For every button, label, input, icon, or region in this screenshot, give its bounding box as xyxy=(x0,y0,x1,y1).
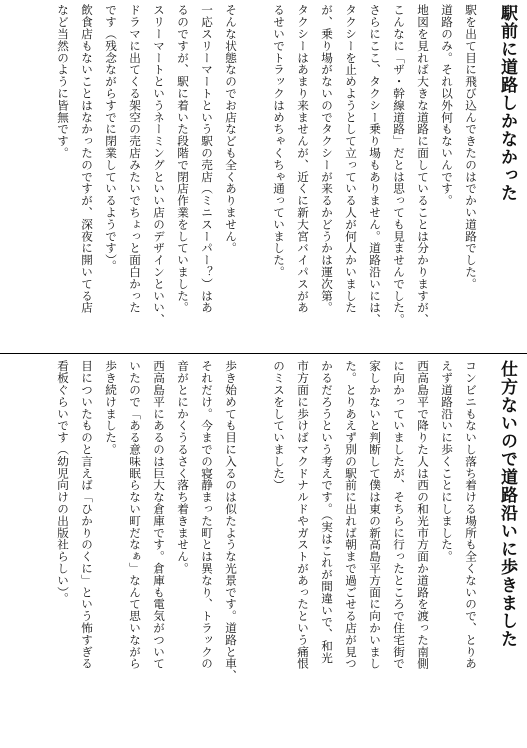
text-line: さらにここ、タクシー乗り場もありません。道路沿いには、 xyxy=(368,4,382,326)
text-line: ドラマに出てくる架空の売店みたいでちょっと面白かった xyxy=(128,4,142,314)
text-line: スリーマートというネーミングといい店のデザインといい、 xyxy=(152,4,166,326)
text-line: かるだろうという考えです。（実はこれが間違いで、和光 xyxy=(320,360,334,664)
text-line: など当然のように皆無です。 xyxy=(56,4,70,159)
text-line: るせいでトラックはめちゃくちゃ通っていました。 xyxy=(272,4,286,278)
text-line: 道路のみ。それ以外何もないんです。 xyxy=(440,4,454,207)
section-walk-along-road xyxy=(0,356,527,748)
text-line: 市方面に歩けばマクドナルドやガストがあったという痛恨 xyxy=(296,360,310,670)
section-station-front xyxy=(0,0,527,352)
paragraph xyxy=(51,4,243,352)
text-line: のミスをしていました） xyxy=(272,360,286,491)
text-line: 飲食店もないことはなかったのですが、深夜に開いてる店 xyxy=(80,4,94,314)
text-line: タクシーはあまり来ませんが、近くに新大宮バイパスがあ xyxy=(296,4,310,314)
section-heading: 仕方ないので道路沿いに歩きました xyxy=(497,360,517,648)
text-line: それだけ。今までの寝静まった町とは異なり、トラックの xyxy=(200,360,214,670)
text-line: タクシーを止めようとして立っている人が何人かいました xyxy=(344,4,358,314)
paragraph xyxy=(51,360,243,748)
text-line: そんな状態なのでお店なども全くありません。 xyxy=(224,4,238,254)
text-line: 地図を見れば大きな道路に面していることは分かりますが、 xyxy=(416,4,430,326)
text-line: 歩き続けました。 xyxy=(104,360,118,456)
text-line: 一応スリーマートという駅の売店（ミニスーパー？）はあ xyxy=(200,4,214,314)
section-heading: 駅前に道路しかなかった xyxy=(497,4,517,202)
text-line: いたので「ある意味眠らない町だなぁ」なんて思いながら xyxy=(128,360,142,670)
text-line: るのですが、駅に着いた段階で閉店作業をしていました。 xyxy=(176,4,190,314)
text-line: こんなに「ザ・幹線道路」だとは思っても見ませんでした。 xyxy=(392,4,406,326)
text-line: です（残念ながらすでに閉業しているようです）。 xyxy=(104,4,118,272)
text-line: に向かっていましたが、そちらに行ったところで住宅街で xyxy=(392,360,406,670)
text-line: 西高島平にあるのは巨大な倉庫です。倉庫も電気がついて xyxy=(152,360,166,670)
text-line: 目についたものと言えば「ひかりのくに」という怖すぎる xyxy=(80,360,94,670)
paragraph xyxy=(267,4,483,352)
text-line: が、乗り場がないのでタクシーが来るかどうかは運次第。 xyxy=(320,4,334,314)
text-line: えず道路沿いに歩くことにしました。 xyxy=(440,360,454,563)
text-line: 歩き始めても目に入るのは似たような光景です。道路と車、 xyxy=(224,360,238,682)
text-line: た。とりあえず別の駅前に出れば朝まで過ごせる店が見つ xyxy=(344,360,358,670)
text-line: 音がとにかくうるさく落ち着きません。 xyxy=(176,360,190,575)
paragraph xyxy=(267,360,483,748)
text-line: 駅を出て目に飛び込んできたのはでかい道路でした。 xyxy=(464,4,478,290)
text-line: 西高島平で降りた人は西の和光市方面か道路を渡った南側 xyxy=(416,360,430,670)
text-line: 看板ぐらいです（幼児向けの出版社らしい）。 xyxy=(56,360,70,605)
text-line: 家しかないと判断して僕は東の新高島平方面に向かいまし xyxy=(368,360,382,670)
section-divider xyxy=(0,353,527,354)
text-line: コンビニもないし落ち着ける場所も全くないので、とりあ xyxy=(464,360,478,670)
